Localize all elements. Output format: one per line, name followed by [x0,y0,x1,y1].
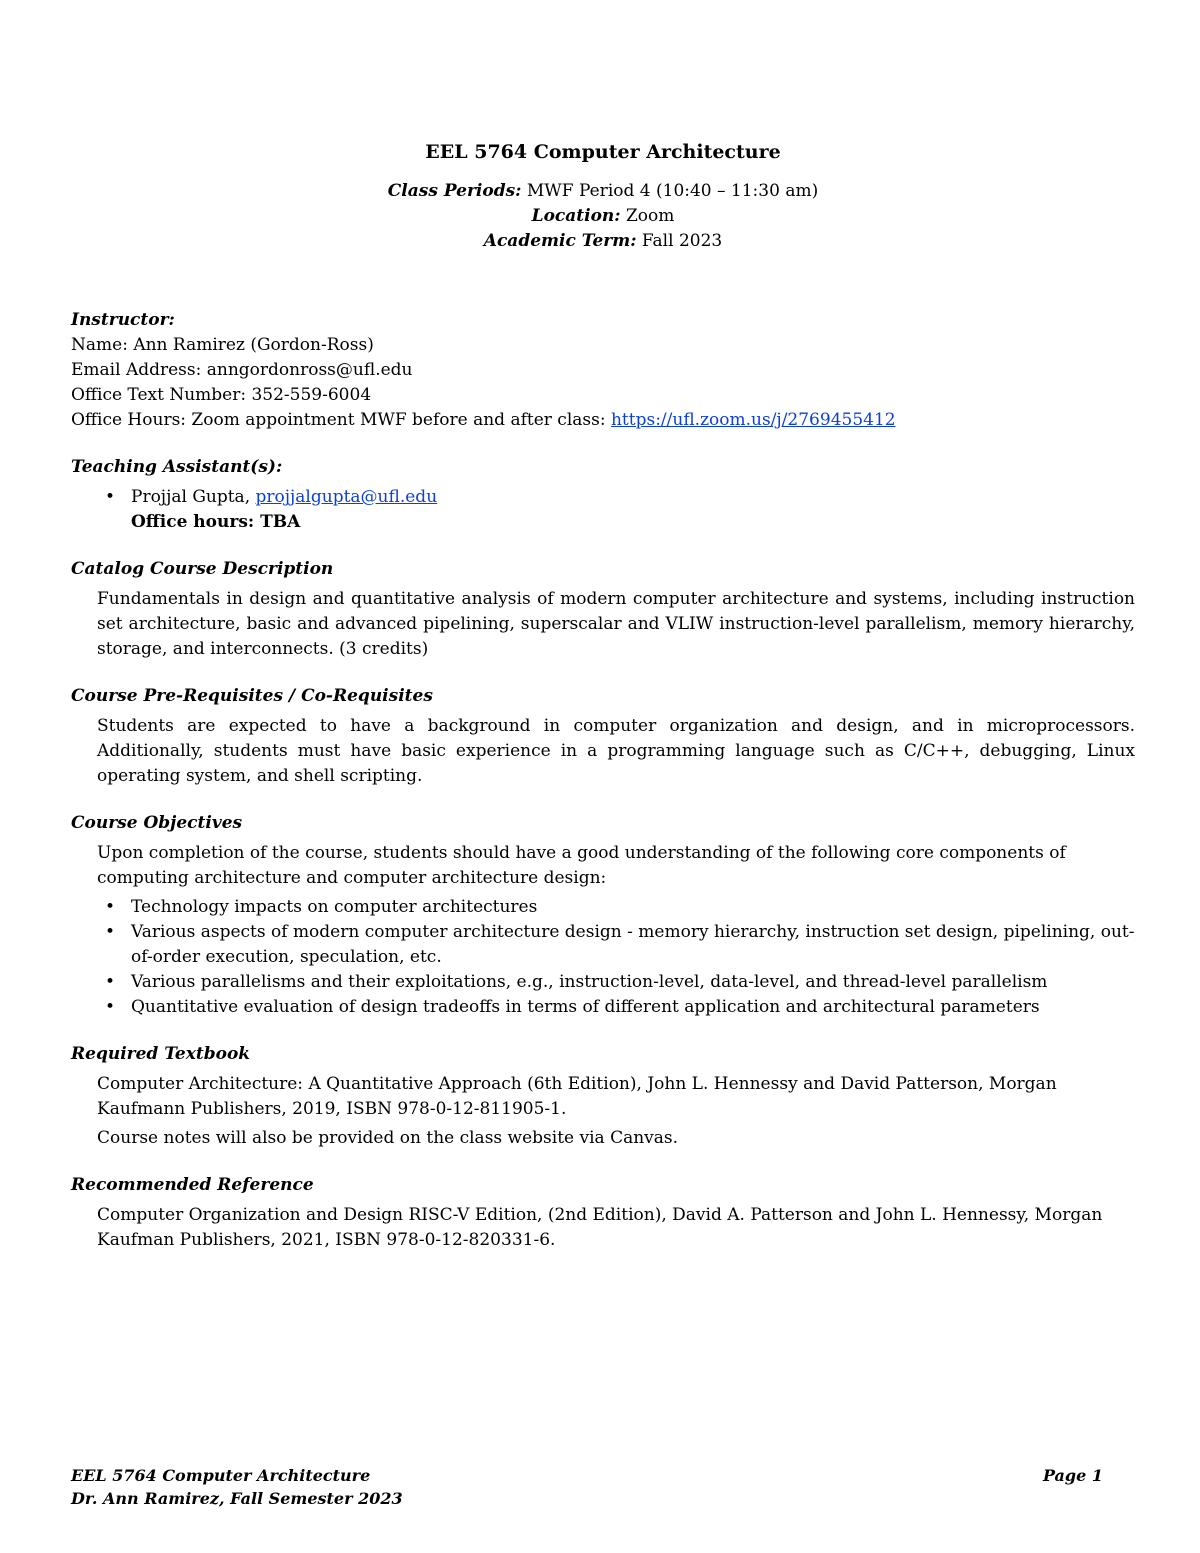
ta-office-hours: Office hours: TBA [131,512,301,532]
bullet-icon: • [105,972,116,992]
bullet-icon: • [105,897,116,917]
instructor-name: Name: Ann Ramirez (Gordon-Ross) [71,335,374,355]
academic-term-value: Fall 2023 [636,231,723,251]
list-item [105,920,1135,970]
reference-heading: Recommended Reference [71,1175,314,1195]
list-item [105,895,1135,920]
objective-text: Quantitative evaluation of design tradeoffs in terms of different application and architectural parameters [131,997,1040,1017]
bullet-icon: • [105,922,116,942]
textbook-citation: Computer Architecture: A Quantitative Approach (6th Edition), John L. Hennessy and David Patterson, Morgan Kaufmann Publishers, 2019, ISBN 978-0-12-811905-1. [97,1074,1057,1119]
syllabus-page [71,140,1135,1253]
objectives-list [71,895,1135,1020]
textbook-heading: Required Textbook [71,1044,251,1064]
class-periods-value: MWF Period 4 (10:40 – 11:30 am) [521,181,819,201]
location-value: Zoom [620,206,675,226]
instructor-phone: Office Text Number: 352-559-6004 [71,385,372,405]
course-notes: Course notes will also be provided on the class website via Canvas. [97,1128,679,1148]
ta-list [71,485,1135,535]
reference-citation: Computer Organization and Design RISC-V Edition, (2nd Edition), David A. Patterson and John L. Hennessy, Morgan Kaufman Publishers, 2021, ISBN 978-0-12-820331-6. [97,1205,1103,1250]
bullet-icon: • [105,997,116,1017]
objective-text: Technology impacts on computer architectures [131,897,538,917]
objectives-heading: Course Objectives [71,813,243,833]
ta-name: Projjal Gupta, [131,487,256,507]
objective-text: Various aspects of modern computer architecture design - memory hierarchy, instruction set design, pipelining, out-of-order execution, speculation, etc. [131,922,1135,967]
instructor-office-hours [71,408,1135,433]
footer-course: EEL 5764 Computer Architecture [71,1466,371,1485]
instructor-email: Email Address: anngordonross@ufl.edu [71,360,413,380]
bullet-icon: • [105,487,116,507]
catalog-description: Fundamentals in design and quantitative analysis of modern computer architecture and systems, including instruction set architecture, basic and advanced pipelining, superscalar and VLIW instruction-level parallelism, memory hierarchy, storage, and interconnects. (3 credits) [97,589,1135,659]
location-label: Location: [531,206,621,226]
prereq-description: Students are expected to have a background in computer organization and design, and in microprocessors. Additionally, students must have basic experience in a programming language such as C/C++, debugging, Linux operating system, and shell scripting. [97,716,1135,786]
footer-instructor: Dr. Ann Ramirez, Fall Semester 2023 [71,1489,403,1508]
catalog-heading: Catalog Course Description [71,559,334,579]
class-periods [71,179,1135,204]
office-hours-text: Office Hours: Zoom appointment MWF before and after class: [71,410,611,430]
course-title: EEL 5764 Computer Architecture [425,141,781,163]
instructor-heading: Instructor: [71,310,175,330]
zoom-link[interactable]: https://ufl.zoom.us/j/2769455412 [610,410,896,430]
academic-term [71,229,1135,254]
objective-text: Various parallelisms and their exploitations, e.g., instruction-level, data-level, and thread-level parallelism [131,972,1048,992]
page-number: Page 1 [1042,1466,1103,1485]
list-item [105,995,1135,1020]
ta-heading: Teaching Assistant(s): [71,457,283,477]
instructor-section [71,308,1135,433]
page-footer [71,1464,1103,1510]
list-item [105,970,1135,995]
academic-term-label: Academic Term: [483,231,637,251]
class-periods-label: Class Periods: [387,181,522,201]
objectives-intro: Upon completion of the course, students should have a good understanding of the following core components of computing architecture and computer architecture design: [97,843,1066,888]
ta-email-link[interactable]: projjalgupta@ufl.edu [255,487,438,507]
ta-item [105,485,1135,535]
prereq-heading: Course Pre-Requisites / Co-Requisites [71,686,433,706]
location [71,204,1135,229]
